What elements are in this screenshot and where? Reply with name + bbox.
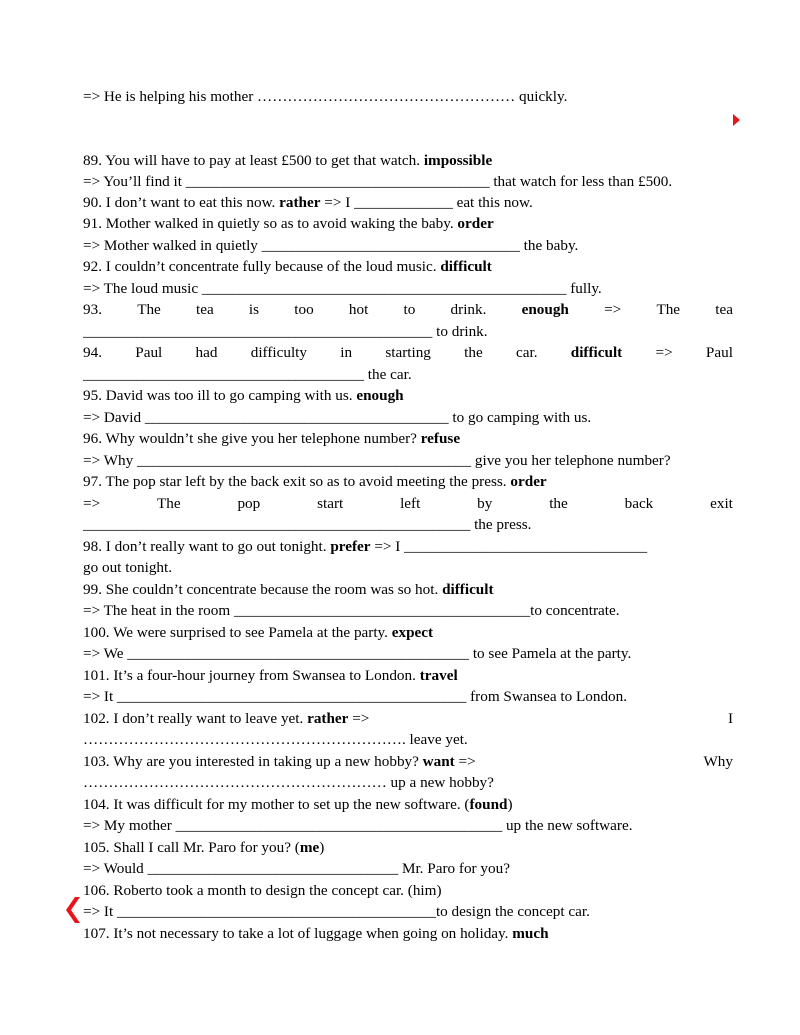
text-segment: 105. Shall I call Mr. Paro for you? ( [83,839,300,856]
keyword: order [457,215,494,232]
exercise-line [83,536,733,557]
text-segment: go out tonight. [83,559,173,576]
text-segment: => Mother walked in quietly __________________________________ the baby. [83,237,579,254]
text-segment: => It ______________________________________________ from Swansea to London. [83,688,628,705]
word: car. [516,344,538,361]
word: is [248,301,260,318]
text-segment: => David ________________________________________ to go camping with us. [83,409,592,426]
exercise-line [83,493,733,514]
word: by [477,495,493,512]
text-segment: ………………………………………………………. leave yet. [83,731,468,748]
text-segment: 101. It’s a four-hour journey from Swansea to London. [83,667,420,684]
exercise-line [83,622,733,643]
text-segment: 99. She couldn’t concentrate because the room was so hot. [83,581,443,598]
text-segment: 98. I don’t really want to go out tonight. [83,538,331,555]
word: the [464,344,483,361]
keyword: refuse [420,430,461,447]
keyword: want [422,753,455,770]
word: => [655,344,673,361]
text-segment: => He is helping his mother …………………………………………… quickly. [83,88,568,105]
keyword: order [510,473,547,490]
red-chevron-left-icon [66,897,80,923]
exercise-line [83,579,733,600]
exercise-line [83,901,733,922]
exercise-line [83,450,733,471]
keyword: expect [391,624,434,641]
exercise-line [83,364,733,385]
word: difficulty [250,344,307,361]
word: Why [703,753,733,770]
word: exit [710,495,733,512]
word: 94. [83,344,102,361]
text-segment: => Why ____________________________________________ give you her telephone number? [83,452,671,469]
exercise-line [83,428,733,449]
text-segment: => I _____________ eat this now. [320,194,533,211]
exercise-line [83,665,733,686]
keyword: rather [279,194,321,211]
text-segment: => We _____________________________________________ to see Pamela at the party. [83,645,632,662]
word: The [156,495,181,512]
word: => [83,495,101,512]
word: too [294,301,314,318]
text-segment: 92. I couldn’t concentrate fully because of the loud music. [83,258,441,275]
text-segment: 95. David was too ill to go camping with us. [83,387,357,404]
exercise-line [83,256,733,277]
exercise-line [83,171,733,192]
text-segment: => The heat in the room _______________________________________to concentrate. [83,602,620,619]
text-segment: => Would _________________________________ Mr. Paro for you? [83,860,510,877]
exercise-line [83,321,733,342]
word: had [195,344,218,361]
exercise-line [83,86,733,107]
exercise-line [83,150,733,171]
exercise-line [83,299,733,320]
text-segment: ___________________________________________________ the press. [83,516,532,533]
word: starting [385,344,431,361]
exercise-line [83,342,733,363]
word: Paul [705,344,733,361]
text-segment: ) [507,796,513,813]
keyword: prefer [330,538,371,555]
exercise-line [83,192,733,213]
text-segment: => It __________________________________________to design the concept car. [83,903,590,920]
exercise-line [83,407,733,428]
text-segment: 104. It was difficult for my mother to set up the new software. ( [83,796,470,813]
exercise-line [83,213,733,234]
keyword: difficult [442,581,494,598]
exercise-line [83,923,733,944]
exercise-line [83,708,733,729]
text-segment: => You’ll find it ________________________________________ that watch for less than £500. [83,173,673,190]
word: => [604,301,622,318]
exercise-line [83,794,733,815]
word: difficult [570,344,623,361]
exercise-line [83,686,733,707]
keyword: found [469,796,508,813]
text-segment: 91. Mother walked in quietly so as to avoid waking the baby. [83,215,458,232]
word: drink. [450,301,487,318]
exercise-line [83,729,733,750]
text-segment: 96. Why wouldn’t she give you her telephone number? [83,430,421,447]
word: tea [715,301,733,318]
word: enough [521,301,569,318]
keyword: rather [307,710,349,727]
word: in [340,344,353,361]
word: Paul [135,344,163,361]
exercise-line [83,385,733,406]
keyword: much [512,925,549,942]
exercise-line [83,772,733,793]
text-segment: => I ________________________________ [370,538,648,555]
word: left [400,495,421,512]
word: the [549,495,568,512]
text-segment: ) [319,839,325,856]
exercise-line [83,815,733,836]
text-segment: 97. The pop star left by the back exit so as to avoid meeting the press. [83,473,511,490]
word: The [137,301,161,318]
exercise-line [83,837,733,858]
exercise-line [83,643,733,664]
keyword: impossible [423,152,493,169]
exercise-line [83,880,733,901]
text-segment: 106. Roberto took a month to design the concept car. (him) [83,882,442,899]
word: 102. I don’t really want to leave yet. rather => [83,710,370,727]
keyword: me [299,839,320,856]
exercise-line [83,514,733,535]
text-segment: => The loud music ________________________________________________ fully. [83,280,602,297]
exercise-line [83,278,733,299]
text-segment: => My mother ___________________________________________ up the new software. [83,817,633,834]
exercise-line [83,858,733,879]
word: I [727,710,733,727]
exercise-line [83,600,733,621]
word: hot [348,301,369,318]
text-segment: …………………………………………………… up a new hobby? [83,774,494,791]
keyword: travel [419,667,458,684]
text-segment: 90. I don’t want to eat this now. [83,194,280,211]
exercise-line [83,235,733,256]
text-segment: 89. You will have to pay at least £500 to get that watch. [83,152,424,169]
word: pop [237,495,261,512]
exercise-line [83,557,733,578]
red-triangle-marker-icon [733,114,740,126]
word: The [656,301,681,318]
text-segment: 100. We were surprised to see Pamela at the party. [83,624,392,641]
word: 93. [83,301,102,318]
text-segment: _____________________________________ the car. [83,366,412,383]
exercise-line [83,471,733,492]
keyword: difficult [440,258,492,275]
word: to [403,301,416,318]
word: back [624,495,654,512]
exercise-line [83,751,733,772]
word: 103. Why are you interested in taking up a new hobby? want => [83,753,476,770]
word: start [317,495,344,512]
keyword: enough [356,387,404,404]
text-segment: ______________________________________________ to drink. [83,323,488,340]
word: tea [196,301,214,318]
text-segment: 107. It’s not necessary to take a lot of luggage when going on holiday. [83,925,513,942]
